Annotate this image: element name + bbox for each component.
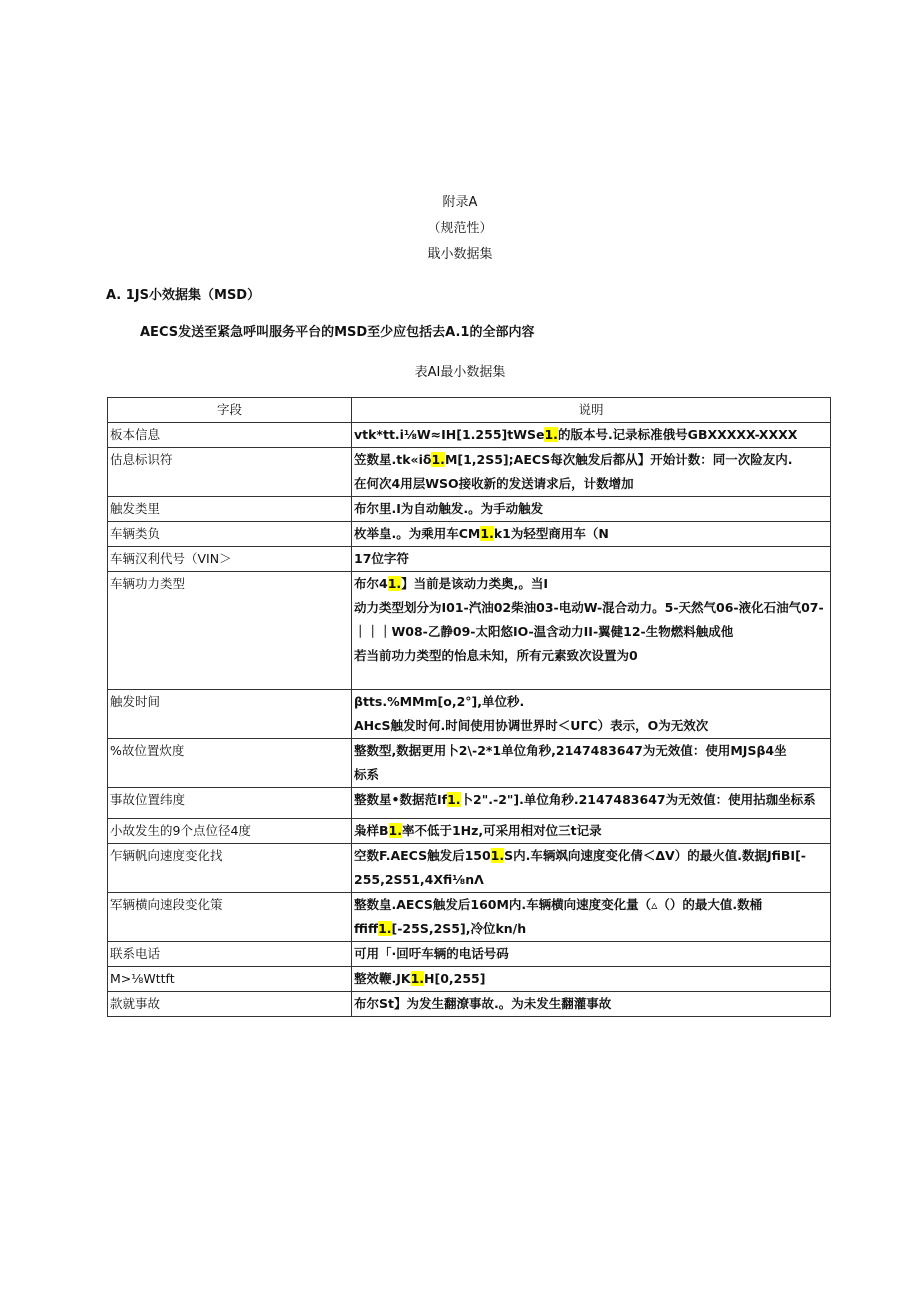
desc-line [354,763,828,787]
table-row [108,967,831,992]
table-row [108,739,831,788]
desc-cell [352,739,831,788]
section-paragraph: AECS发送至紧急呼叫服务平台的MSD至少应包括去A.1的全部内容 [140,325,535,340]
appendix-title: 附录A [442,195,478,210]
desc-text: H[0,255] [424,971,486,986]
desc-text: 的版本号.记录标准俄号GBXXXXX-XXXX [557,427,798,442]
table-row [108,844,831,893]
desc-text: 笠数星.tk«iδ [354,452,432,467]
desc-cell [352,497,831,522]
desc-text: 布尔里.I为自动触发.。为手动触发 [354,501,544,516]
desc-text: 枭样B [354,823,389,838]
highlight-mark: 1. [544,427,558,442]
desc-text: S内.车辆飒向速度变化倩＜ΔV）的最火值.数据JfiBI[- [504,848,806,863]
table-row [108,788,831,819]
field-cell: 触发类里 [108,497,352,522]
field-cell: 车辆类负 [108,522,352,547]
desc-text: 动力类型划分为I01-汽油02柴油03-电动W-混合动力。5-天然气06-液化石油气07- [354,600,824,615]
desc-line [354,547,828,571]
desc-text: 枚举皇.。为乘用车CM [354,526,481,541]
table-row [108,522,831,547]
highlight-mark: 1. [431,452,445,467]
desc-line [354,572,828,596]
desc-text: 在何次4用层WSO接收新的发送请求后，计数增加 [354,476,634,491]
desc-line [354,644,828,668]
desc-text: 整效鞭.JK [354,971,411,986]
table-row [108,992,831,1017]
desc-line [354,917,828,941]
table-row [108,690,831,739]
table-row [108,547,831,572]
field-cell: 板本信息 [108,423,352,448]
desc-line [354,788,828,812]
desc-line [354,992,828,1016]
desc-cell [352,423,831,448]
desc-text: 布尔4 [354,576,388,591]
field-cell: 联系电话 [108,942,352,967]
highlight-mark: 1. [447,792,461,807]
desc-text: 率不低于1Hz,可采用相对位三t记录 [401,823,602,838]
desc-line [354,942,828,966]
field-cell: %故位置炊度 [108,739,352,788]
desc-line [354,423,828,447]
desc-cell [352,893,831,942]
desc-line [354,620,828,644]
header-field: 字段 [108,398,352,423]
desc-text: ｜｜｜W08-乙静09-太阳悠IO-温含动力II-翼健12-生物燃料触成他 [354,624,734,639]
desc-cell [352,522,831,547]
table-row [108,942,831,967]
highlight-mark: 1. [480,526,494,541]
table-row [108,893,831,942]
desc-text: 卜2".-2"].单位角秒.2147483647为无效值：使用拈珈坐标系 [460,792,816,807]
field-cell: M>⅛Wttft [108,967,352,992]
field-cell: 军辆横向速段变化策 [108,893,352,942]
highlight-mark: 1. [388,823,402,838]
desc-text: 空数F.AECS触发后150 [354,848,491,863]
desc-text: [-25S,2S5],冷位kn/h [391,921,527,936]
desc-text: 布尔St】为发生翻潦事故.。为未发生翻灌事故 [354,996,612,1011]
desc-cell [352,572,831,690]
desc-line [354,472,828,496]
desc-line [354,448,828,472]
field-cell: 事故位置纬度 [108,788,352,819]
desc-cell [352,992,831,1017]
desc-text: M[1,2S5];AECS每次触发后都从】开始计数：同一次险友内. [444,452,793,467]
desc-cell [352,942,831,967]
table-header-row [108,398,831,423]
desc-text: 可用「·回吁车辆的电话号码 [354,946,509,961]
table-caption: 表AI最小数据集 [414,365,506,380]
field-cell: 车辆汉利代号（VIN＞ [108,547,352,572]
desc-text: 标系 [354,767,380,782]
highlight-mark: 1. [490,848,505,863]
desc-text: k1为轻型商用车（N [493,526,609,541]
desc-cell [352,788,831,819]
desc-text: 17位字符 [354,551,409,566]
field-cell: 款就事故 [108,992,352,1017]
header-desc: 说明 [352,398,831,423]
desc-text: AHcS触发时何.时间使用协调世界时＜UΓC）表示，O为无效次 [354,718,709,733]
field-cell: 车辆功力类型 [108,572,352,690]
desc-line [354,497,828,521]
table-row [108,497,831,522]
desc-line [354,893,828,917]
desc-line [354,739,828,763]
desc-line [354,844,828,868]
desc-cell [352,819,831,844]
desc-text: 整数星•数据范If [354,792,448,807]
desc-cell [352,547,831,572]
desc-line [354,868,828,892]
highlight-mark: 1. [378,921,392,936]
desc-text: 整数型,数据更用卜2\-2*1单位角秒,2147483647为无效值：使用MJSβ4坐 [354,743,787,758]
desc-line [354,596,828,620]
desc-text: 255,2S51,4Xfi⅛nΛ [354,872,484,887]
table-row [108,423,831,448]
msd-table [107,397,831,1017]
field-cell: 估息标识符 [108,448,352,497]
desc-line [354,522,828,546]
field-cell: 乍辆帆向速度变化找 [108,844,352,893]
highlight-mark: 1. [387,576,402,591]
desc-text: 】当前是该动力类奥,。当I [401,576,549,591]
desc-cell [352,967,831,992]
desc-text: 若当前功力类型的怡息未知，所有元素致次设置为0 [354,648,638,663]
desc-line [354,819,828,843]
appendix-subtitle: 戢小数据集 [427,247,493,262]
desc-line [354,967,828,991]
highlight-mark: 1. [410,971,425,986]
desc-cell [352,448,831,497]
desc-line [354,690,828,714]
field-cell: 小故发生的9个点位径4度 [108,819,352,844]
table-row [108,448,831,497]
section-heading: A. 1JS小效据集（MSD） [106,288,261,303]
desc-line [354,714,828,738]
desc-cell [352,844,831,893]
desc-text: vtk*tt.i⅛W≈IH[1.255]tWSe [354,427,545,442]
appendix-nature: （规范性） [427,221,493,236]
desc-text: 整数皇.AECS触发后160M内.车辆横向速度变化量（▵（）的最大值.数桶 [354,897,763,912]
desc-cell [352,690,831,739]
table-row [108,572,831,690]
field-cell: 触发时间 [108,690,352,739]
desc-text: βtts.%MMm[o,2°],单位秒. [354,694,525,709]
desc-text: ffiff [354,921,379,936]
table-row [108,819,831,844]
